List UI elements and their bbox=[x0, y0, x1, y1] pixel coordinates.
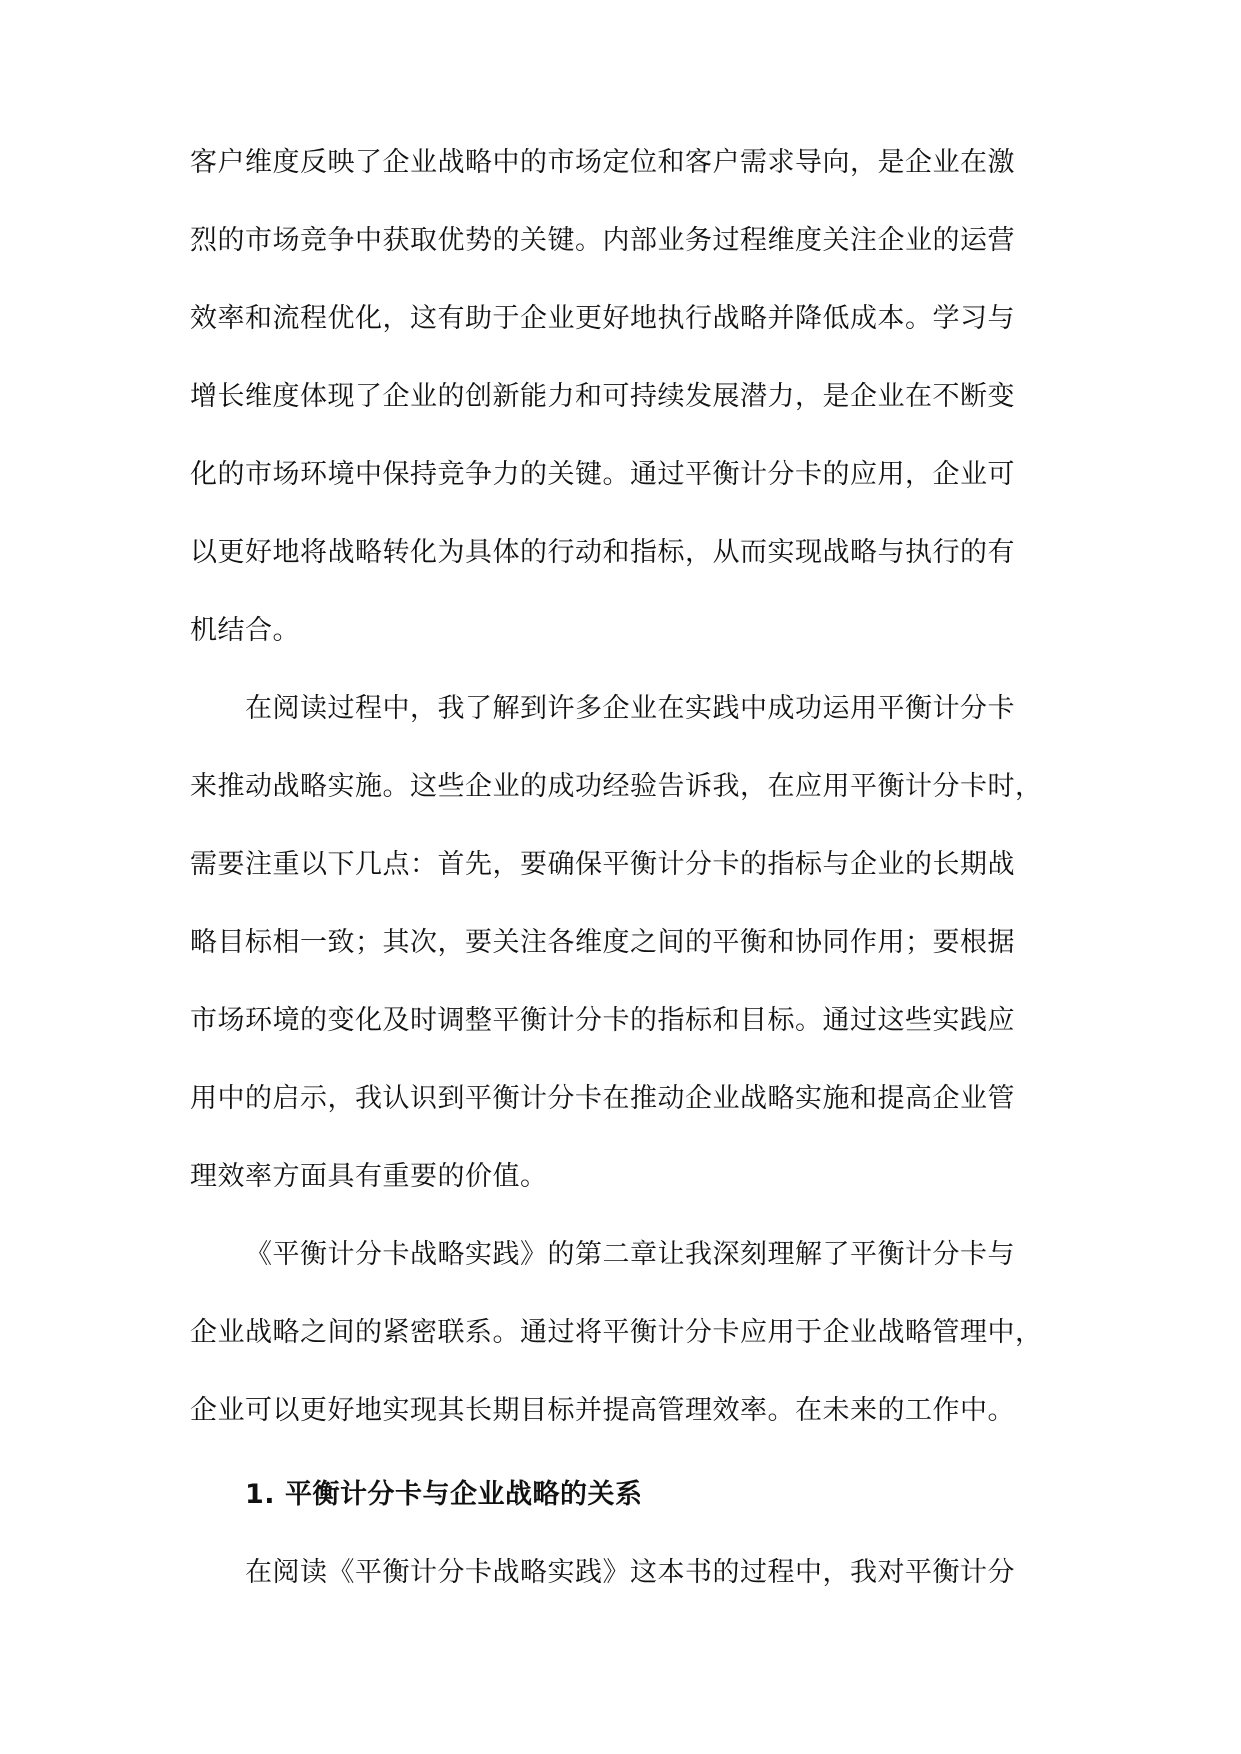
paragraph-2-line: 理效率方面具有重要的价值。 bbox=[190, 1161, 548, 1192]
paragraph-2-line: 市场环境的变化及时调整平衡计分卡的指标和目标。通过这些实践应 bbox=[190, 1005, 1015, 1036]
paragraph-2-line: 在阅读过程中，我了解到许多企业在实践中成功运用平衡计分卡 bbox=[245, 693, 1015, 724]
paragraph-1-line: 化的市场环境中保持竞争力的关键。通过平衡计分卡的应用，企业可 bbox=[190, 459, 1015, 490]
paragraph-3-line: 企业战略之间的紧密联系。通过将平衡计分卡应用于企业战略管理中， bbox=[190, 1317, 1043, 1348]
paragraph-2-line: 需要注重以下几点：首先，要确保平衡计分卡的指标与企业的长期战 bbox=[190, 849, 1015, 880]
paragraph-1-line: 客户维度反映了企业战略中的市场定位和客户需求导向，是企业在激 bbox=[190, 147, 1015, 178]
paragraph-3-line: 《平衡计分卡战略实践》的第二章让我深刻理解了平衡计分卡与 bbox=[245, 1239, 1015, 1270]
paragraph-1-line: 烈的市场竞争中获取优势的关键。内部业务过程维度关注企业的运营 bbox=[190, 225, 1015, 256]
paragraph-2-line: 略目标相一致；其次，要关注各维度之间的平衡和协同作用；要根据 bbox=[190, 927, 1015, 958]
paragraph-1-line: 机结合。 bbox=[190, 615, 300, 646]
paragraph-3-line: 企业可以更好地实现其长期目标并提高管理效率。在未来的工作中。 bbox=[190, 1395, 1015, 1426]
paragraph-2-line: 用中的启示，我认识到平衡计分卡在推动企业战略实施和提高企业管 bbox=[190, 1083, 1015, 1114]
paragraph-1-line: 效率和流程优化，这有助于企业更好地执行战略并降低成本。学习与 bbox=[190, 303, 1015, 334]
paragraph-1-line: 以更好地将战略转化为具体的行动和指标，从而实现战略与执行的有 bbox=[190, 537, 1015, 568]
paragraph-1-line: 增长维度体现了企业的创新能力和可持续发展潜力，是企业在不断变 bbox=[190, 381, 1015, 412]
paragraph-4-line: 在阅读《平衡计分卡战略实践》这本书的过程中，我对平衡计分 bbox=[245, 1557, 1015, 1588]
paragraph-2-line: 来推动战略实施。这些企业的成功经验告诉我，在应用平衡计分卡时， bbox=[190, 771, 1043, 802]
section-heading: 1. 平衡计分卡与企业战略的关系 bbox=[245, 1479, 643, 1510]
